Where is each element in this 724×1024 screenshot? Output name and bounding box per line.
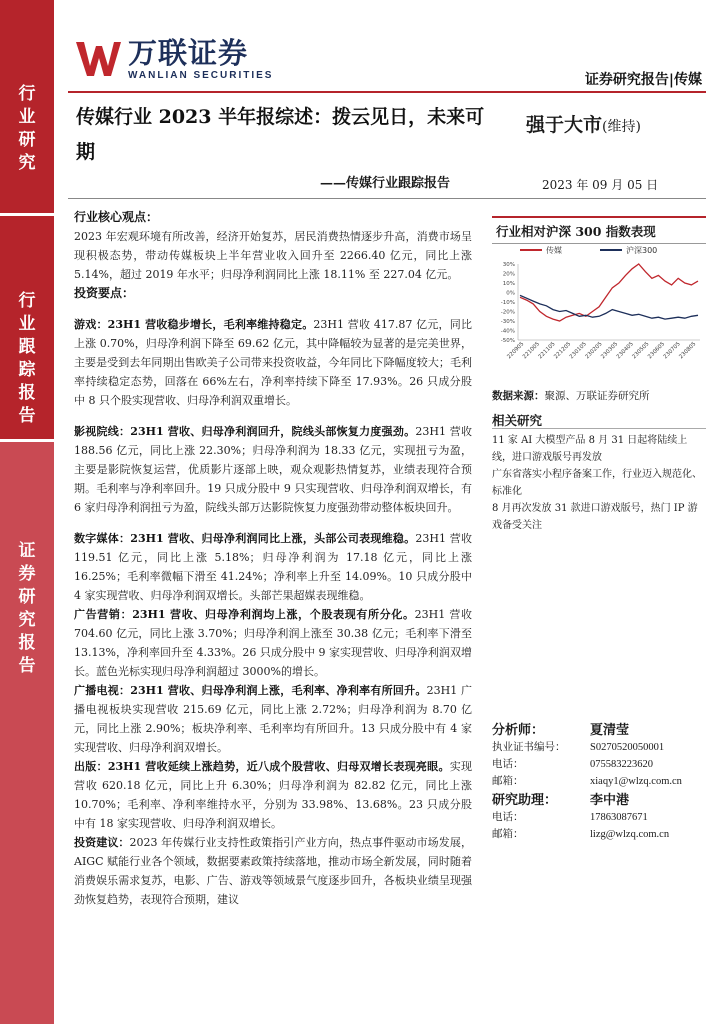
cert-label: 执业证书编号： <box>492 741 566 753</box>
series-line-hs300 <box>520 295 698 319</box>
digital-heading: 数字媒体：23H1 营收、归母净利润同比上涨，头部公司表现维稳。 <box>74 532 416 545</box>
sidebar-tab-securities-research-report <box>0 439 54 1024</box>
game-heading: 游戏：23H1 营收稳步增长，毛利率维持稳定。 <box>74 318 314 331</box>
y-tick-label: -50% <box>500 338 515 344</box>
x-tick-label: 230705 <box>662 341 682 361</box>
sidebar-tab-industry-tracking-report <box>0 213 54 439</box>
related-research-list <box>492 432 704 534</box>
brand-name-en: WANLIAN SECURITIES <box>128 70 274 81</box>
section-ad <box>74 605 472 681</box>
sidebar-char: 究 <box>18 610 36 630</box>
advice-text: 2023 年传媒行业支持性政策指引产业方向，热点事件驱动市场发展，AIGC 赋能行业各个领域，数据要素政策持续落地，推动市场全新发展，同时随着消费娱乐需求复苏，电影、广告、游戏等领域景气度逐步回升，各板块业绩呈现强劲恢复趋势，表现符合预期，建议 <box>74 836 472 906</box>
x-tick-label: 221005 <box>521 341 542 361</box>
legend-label: 传媒 <box>546 246 562 255</box>
series-line-media <box>520 264 698 321</box>
report-title: 传媒行业 2023 半年报综述：拨云见日，未来可期 <box>76 106 485 163</box>
analyst-role: 分析师： <box>492 723 545 738</box>
film-text: 23H1 营收 188.56 亿元，同比上涨 22.30%；归母净利润为 18.33 亿元，实现扭亏为盈，主要是影院恢复运营，优质影片逐部上映，观众观影热情复苏，业绩表现符合预期。毛利率与净利率回升。19 只成分股中 9 只实现营收、归母净利润双增长，有 6 家归母净利润扭亏为盈，院线头部万达影院恢复力度强劲带动整体板块回升。 <box>74 425 472 514</box>
analyst-email[interactable]: xiaqy1@wlzq.com.cn <box>590 776 682 787</box>
publishing-text: 实现营收 620.18 亿元，同比上升 6.30%；归母净利润为 82.82 亿元，同比上涨 10.70%；毛利率、净利率维持水平，分别为 33.98%、13.68%。23 只成分股中有 18 家实现营收、归母净利润双增长。 <box>74 760 473 830</box>
y-tick-label: 0% <box>506 290 515 297</box>
y-tick-label: 10% <box>502 281 515 287</box>
sidebar-char: 研 <box>18 130 36 150</box>
section-publishing <box>74 757 472 833</box>
report-subtitle: ——传媒行业跟踪报告 <box>320 176 451 191</box>
x-tick-label: 230105 <box>568 341 588 361</box>
analyst-info <box>492 722 706 843</box>
tel-label: 电话： <box>492 811 524 823</box>
section-advice <box>74 833 472 909</box>
analyst-phone: 075583223620 <box>590 759 653 770</box>
sidebar-char: 行 <box>18 84 36 104</box>
section-tv <box>74 681 472 757</box>
y-tick-label: -30% <box>500 319 515 325</box>
sidebar-char: 告 <box>18 406 36 426</box>
section-film <box>74 422 472 517</box>
email-label: 邮箱： <box>492 828 524 840</box>
related-divider <box>492 428 706 429</box>
related-research-title: 相关研究 <box>492 413 543 428</box>
sidebar-char: 研 <box>18 587 36 607</box>
sidebar-char: 业 <box>18 107 36 127</box>
sidebar-char: 告 <box>18 656 36 676</box>
invest-heading: 投资要点： <box>74 286 135 300</box>
sidebar-char: 踪 <box>18 360 36 380</box>
x-tick-label: 230205 <box>584 341 604 361</box>
x-tick-label: 230805 <box>678 341 698 361</box>
brand-name-cn: 万联证券 <box>128 36 249 70</box>
sidebar-char: 行 <box>18 291 36 311</box>
email-label: 邮箱： <box>492 775 524 787</box>
tel-label: 电话： <box>492 758 524 770</box>
x-tick-label: 221105 <box>537 341 557 361</box>
sidebar-char: 报 <box>18 633 36 653</box>
wanlian-logo-icon <box>74 38 122 78</box>
section-game <box>74 315 472 410</box>
brand-logo <box>74 38 273 81</box>
x-tick-label: 220905 <box>506 341 526 361</box>
core-text: 2023 年宏观环境有所改善，经济开始复苏，居民消费热情逐步升高，消费市场呈现积极态势，带动传媒板块上半年营业收入回升至 2266.40 亿元，同比上涨 5.14%，超过 2019 年水平；归母净利润同比上涨 18.11% 至 227.04 亿元。 <box>74 230 472 281</box>
industry-rating <box>526 110 641 137</box>
x-tick-label: 221205 <box>553 341 573 361</box>
assistant-role: 研究助理： <box>492 793 558 808</box>
x-tick-label: 230505 <box>631 341 651 361</box>
sidebar-tab-industry-research <box>0 0 54 213</box>
y-tick-label: 20% <box>502 271 515 278</box>
assistant-phone: 17863087671 <box>590 812 648 823</box>
game-text: 23H1 营收 417.87 亿元，同比上涨 0.70%，归母净利润下降至 69.62 亿元，其中降幅较为显著的是完美世界，主要是受到去年同期出售欧美子公司带来投资收益，今年同比下降幅度较大；毛利率持续稳定态势，回落在 66%左右，净利率持续下降至 17.93%。26 只成分股中 8 只个股实现营收、归母净利润双重增长。 <box>74 318 472 407</box>
tv-text: 23H1 广播电视板块实现营收 215.69 亿元，同比上涨 2.72%；归母净利润为 8.70 亿元，同比上涨 2.90%；板块净利率、毛利率均有所回升。13 只成分股中有 4 家实现营收、归母净利润双增长。 <box>74 684 472 754</box>
rating-note: (维持) <box>602 119 641 135</box>
source-label: 数据来源： <box>492 390 545 402</box>
ad-heading: 广告营销：23H1 营收、归母净利润均上涨，个股表现有所分化。 <box>74 608 415 621</box>
chart-title: 行业相对沪深 300 指数表现 <box>492 216 706 244</box>
header-divider <box>68 91 706 93</box>
sidebar-char: 业 <box>18 314 36 334</box>
main-body <box>74 208 472 909</box>
y-tick-label: -10% <box>500 300 515 306</box>
digital-text: 23H1 营收 119.51 亿元，同比上涨 5.18%；归母净利润为 17.18 亿元，同比上涨 16.25%；毛利率微幅下滑至 41.24%；净利率上升至 14.09%。10 只成分股中 4 家实现营收、归母净利润双增长。头部芒果超媒表现维稳。 <box>74 532 472 602</box>
assistant-name: 李中港 <box>590 793 630 808</box>
core-heading: 行业核心观点： <box>74 210 159 224</box>
sidebar-char: 证 <box>18 541 36 561</box>
chart-source <box>492 388 650 403</box>
related-item[interactable]: 11 家 AI 大模型产品 8 月 31 日起将陆续上线，进口游戏版号再发放 <box>492 435 688 463</box>
cert-number: S0270520050001 <box>590 742 665 753</box>
relative-performance-chart <box>492 240 706 382</box>
film-heading: 影视院线：23H1 营收、归母净利润回升，院线头部恢复力度强劲。 <box>74 425 416 438</box>
legend-label: 沪深300 <box>626 246 658 255</box>
publishing-heading: 出版：23H1 营收延续上涨趋势，近八成个股营收、归母双增长表现亮眼。 <box>74 760 450 773</box>
sidebar-char: 券 <box>18 564 36 584</box>
section-digital <box>74 529 472 605</box>
y-tick-label: -20% <box>500 309 515 316</box>
rating-value: 强于大市 <box>526 114 603 136</box>
analyst-name: 夏清莹 <box>590 723 630 738</box>
tv-heading: 广播电视：23H1 营收、归母净利润上涨，毛利率、净利率有所回升。 <box>74 684 427 697</box>
x-tick-label: 230605 <box>647 341 667 361</box>
y-tick-label: -40% <box>500 328 515 335</box>
advice-heading: 投资建议： <box>74 836 130 849</box>
report-category: 证券研究报告|传媒 <box>584 72 702 88</box>
y-tick-label: 30% <box>502 262 515 268</box>
sidebar-char: 跟 <box>18 337 36 357</box>
assistant-email[interactable]: lizg@wlzq.com.cn <box>590 829 670 840</box>
source-text: 聚源、万联证券研究所 <box>544 390 650 402</box>
report-date: 2023 年 09 月 05 日 <box>542 178 659 192</box>
sidebar-char: 报 <box>18 383 36 403</box>
sidebar-char: 究 <box>18 153 36 173</box>
title-divider <box>68 198 706 199</box>
x-tick-label: 230305 <box>600 341 620 361</box>
ad-text: 23H1 营收 704.60 亿元，同比上涨 3.70%；归母净利润上涨至 30.38 亿元；毛利率下滑至 13.13%，净利率回升至 4.33%。26 只成分股中 9 家实现营收、归母净利润双增长。蓝色光标实现归母净利润超过 3000%的增长。 <box>74 608 473 678</box>
related-item[interactable]: 广东省落实小程序备案工作，行业迈入规范化、标准化 <box>492 469 702 497</box>
related-item[interactable]: 8 月再次发放 31 款进口游戏版号，热门 IP 游戏备受关注 <box>492 503 698 531</box>
x-tick-label: 230405 <box>615 341 635 361</box>
